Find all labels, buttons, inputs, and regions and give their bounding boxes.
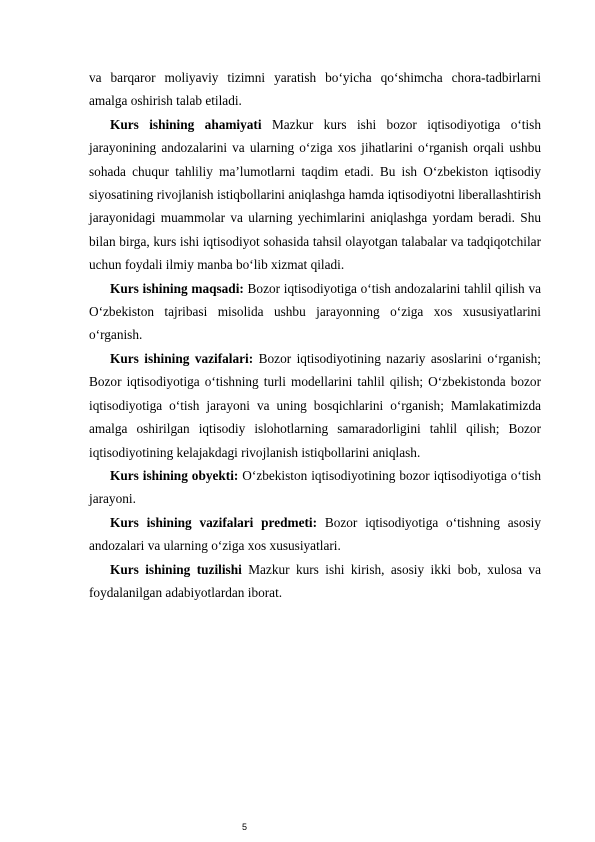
paragraph-text: Bozor iqtisodiyotining nazariy asoslarini o‘rganish; Bozor iqtisodiyotiga o‘tishning turli modellarini tahlil qilish; O‘zbekistonda bozor iqtisodiyotiga o‘tish jarayoni va uning bosqichlarini o‘rganish; Mamlakatimizda amalga oshirilgan iqtisodiy islohotlarning samaradorligini tahlil qilish; Bozor iqtisodiyotining kelajakdagi rivojlanish istiqbollarini aniqlash.	[89, 350, 542, 460]
paragraph-text: Mazkur kurs ishi bozor iqtisodiyotiga o‘tish jarayonining andozalarini va ularning o‘ziga xos jihatlarini o‘rganish orqali ushbu sohada chuqur tahliliy ma’lumotlarni taqdim etadi. Bu ish O‘zbekiston iqtisodiy siyosatining rivojlanish istiqbollarini aniqlashga hamda iqtisodiyotni liberallashtirish jarayonidagi muammolar va ularning yechimlarini aniqlashga yordam beradi. Shu bilan birga, kurs ishi iqtisodiyot sohasida tahsil olayotgan talabalar va tadqiqotchilar uchun foydali ilmiy manba bo‘lib xizmat qiladi.	[89, 116, 542, 273]
paragraph-heading: Kurs ishining obyekti:	[110, 467, 239, 483]
paragraph-heading: Kurs ishining tuzilishi	[110, 561, 242, 577]
paragraph-subject	[89, 511, 541, 558]
paragraph-text: va barqaror moliyaviy tizimni yaratish bo‘yicha qo‘shimcha chora-tadbirlarni amalga oshirish talab etiladi.	[89, 70, 541, 109]
paragraph-text: O‘zbekiston iqtisodiyotining bozor iqtisodiyotiga o‘tish jarayoni.	[89, 467, 541, 507]
paragraph-tasks	[89, 347, 541, 464]
paragraph-heading: Kurs ishining maqsadi:	[110, 280, 244, 296]
paragraph-text: Mazkur kurs ishi kirish, asosiy ikki bob, xulosa va foydalanilgan adabiyotlardan iborat.	[89, 561, 541, 600]
paragraph-structure	[89, 558, 541, 605]
paragraph-significance	[89, 113, 541, 277]
paragraph-heading: Kurs ishining ahamiyati	[110, 116, 262, 132]
paragraph-heading: Kurs ishining vazifalari:	[110, 350, 254, 366]
paragraph-heading: Kurs ishining vazifalari predmeti:	[110, 514, 318, 530]
page-number: 5	[242, 822, 248, 832]
paragraph-goal	[89, 277, 541, 347]
paragraph-text: Bozor iqtisodiyotiga o‘tishning asosiy andozalari va ularning o‘ziga xos xususiyatlari.	[89, 514, 541, 554]
document-body	[89, 66, 541, 604]
paragraph-text: Bozor iqtisodiyotiga o‘tish andozalarini tahlil qilish va O‘zbekiston tajribasi misolida ushbu jarayonning o‘ziga xos xususiyatlarini o‘rganish.	[89, 280, 541, 343]
paragraph-object	[89, 464, 541, 511]
paragraph-continuation	[89, 66, 541, 113]
